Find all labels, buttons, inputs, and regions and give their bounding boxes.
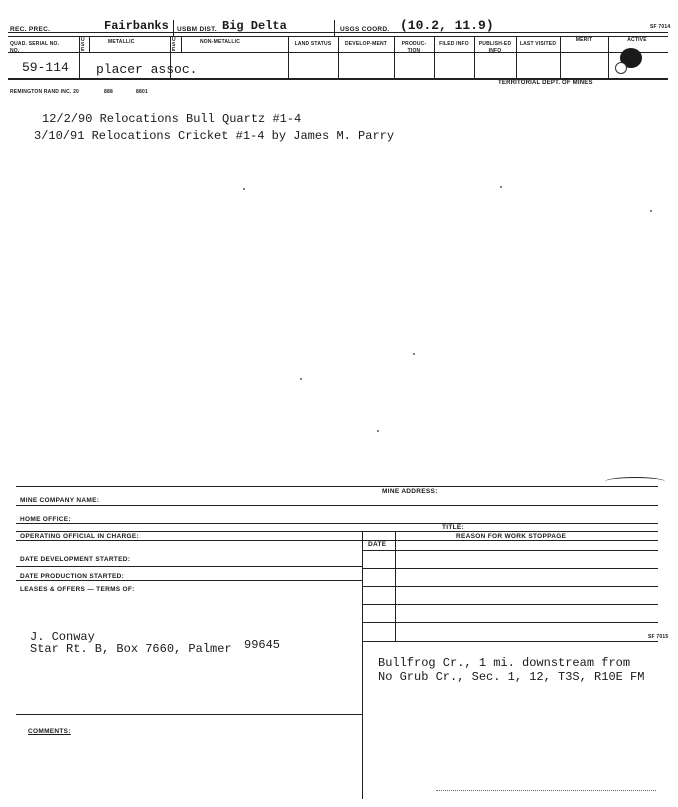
- comments-label: COMMENTS:: [28, 728, 71, 735]
- rule: [16, 580, 362, 581]
- mine-address-label: MINE ADDRESS:: [382, 488, 438, 495]
- divider: [79, 36, 80, 78]
- speck: [377, 430, 379, 432]
- metallic-value: placer assoc.: [96, 62, 198, 77]
- development-label: DEVELOP-MENT: [344, 41, 388, 47]
- rule: [16, 566, 362, 567]
- lessee-address: Star Rt. B, Box 7660, Palmer: [30, 642, 232, 656]
- district-value: Fairbanks: [104, 19, 169, 33]
- divider: [516, 36, 517, 78]
- title-label: TITLE:: [442, 524, 465, 531]
- usgs-coord-label: USGS COORD.: [340, 26, 390, 33]
- rule: [362, 550, 658, 551]
- usbm-dist-value: Big Delta: [222, 19, 287, 33]
- rule: [16, 486, 658, 487]
- speck: [300, 378, 302, 380]
- rule: [16, 540, 658, 541]
- divider: [181, 36, 182, 52]
- bleed-through-marks: [436, 790, 656, 791]
- quad-serial-label: QUAD. SERIAL NO. NO.: [10, 41, 60, 54]
- divider: [608, 36, 609, 78]
- usgs-coord-value: (10.2, 11.9): [400, 18, 494, 33]
- speck: [243, 188, 245, 190]
- date-development-label: DATE DEVELOPMENT STARTED:: [20, 556, 131, 563]
- divider: [560, 36, 561, 78]
- divider: [338, 36, 339, 78]
- divider: [89, 36, 90, 52]
- merit-circle: [615, 62, 627, 74]
- note-2: 3/10/91 Relocations Cricket #1-4 by James M. Parry: [34, 129, 395, 143]
- speck: [650, 210, 652, 212]
- serial-value: 59-114: [22, 60, 69, 75]
- printer-code-1: 888: [104, 89, 113, 95]
- speck: [413, 353, 415, 355]
- rule: [362, 586, 658, 587]
- metallic-label: METALLIC: [108, 39, 135, 45]
- rule: [16, 531, 658, 532]
- card-curl: [605, 477, 665, 486]
- divider: [362, 531, 363, 799]
- leases-label: LEASES & OFFERS — TERMS OF:: [20, 586, 135, 593]
- rule: [16, 505, 658, 506]
- rule: [362, 622, 658, 623]
- rule: [362, 568, 658, 569]
- location-line-1: Bullfrog Cr., 1 mi. downstream from: [378, 656, 631, 670]
- divider: [474, 36, 475, 78]
- last-visited-label: LAST VISITED: [519, 41, 557, 47]
- divider: [173, 20, 174, 36]
- location-line-2: No Grub Cr., Sec. 1, 12, T3S, R10E FM: [378, 670, 645, 684]
- rec-prec-label: REC. PREC.: [10, 26, 51, 33]
- note-1: 12/2/90 Relocations Bull Quartz #1-4: [42, 112, 302, 126]
- territorial-label: TERRITORIAL DEPT. OF MINES: [498, 80, 593, 86]
- printer-code-2: 8801: [136, 89, 148, 95]
- divider: [394, 36, 395, 78]
- merit-label: MERIT: [575, 37, 593, 43]
- published-info-label: PUBLISH-ED INFO: [478, 41, 512, 54]
- form-number-top: SF 7014: [650, 24, 671, 30]
- mine-company-name-label: MINE COMPANY NAME:: [20, 497, 100, 504]
- divider: [434, 36, 435, 78]
- rule: [16, 714, 362, 715]
- operating-official-label: OPERATING OFFICIAL IN CHARGE:: [20, 533, 139, 540]
- divider: [334, 20, 335, 36]
- rule: [16, 523, 658, 524]
- printer-label: REMINGTON RAND INC. 20: [10, 89, 80, 95]
- speck: [500, 186, 502, 188]
- lessee-zip: 99645: [244, 638, 281, 652]
- filed-info-label: FILED INFO: [439, 41, 469, 47]
- production-label: PRODUC-TION: [401, 41, 427, 54]
- active-label: ACTIVE: [627, 37, 647, 43]
- use-label-1: U S E: [81, 37, 85, 53]
- form-number-bottom: SF 7015: [648, 634, 669, 640]
- non-metallic-label: NON-METALLIC: [200, 39, 241, 45]
- home-office-label: HOME OFFICE:: [20, 516, 71, 523]
- rule: [362, 604, 658, 605]
- land-status-label: LAND STATUS: [294, 41, 332, 47]
- date-production-label: DATE PRODUCTION STARTED:: [20, 573, 125, 580]
- usbm-dist-label: USBM DIST.: [177, 26, 217, 33]
- reason-label: REASON FOR WORK STOPPAGE: [456, 533, 567, 540]
- date-label: DATE: [368, 541, 387, 548]
- use-label-2: U S E: [172, 37, 176, 53]
- divider: [288, 36, 289, 78]
- lessee-name: J. Conway: [30, 630, 95, 644]
- rule: [362, 641, 658, 642]
